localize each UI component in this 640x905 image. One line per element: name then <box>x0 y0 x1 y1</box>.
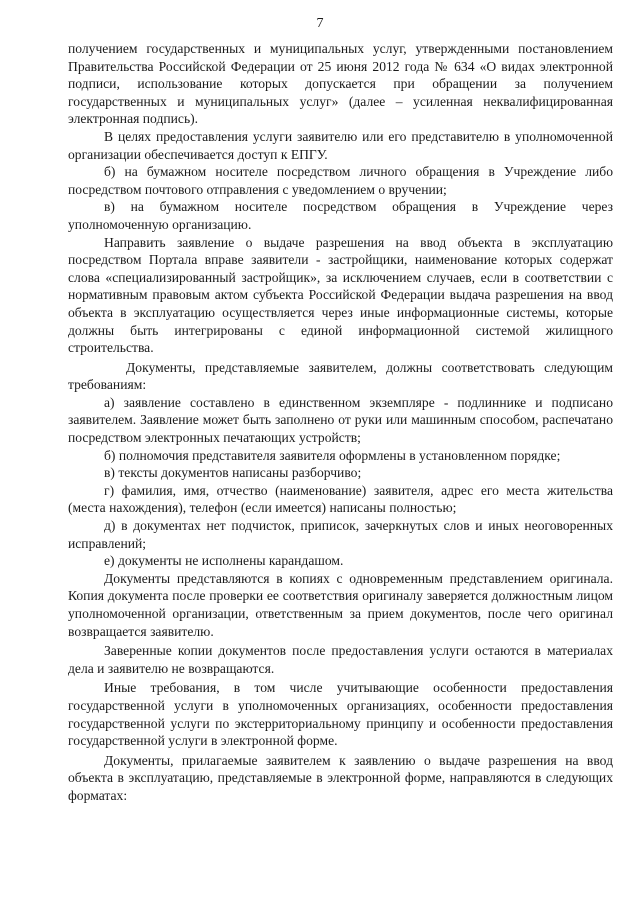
paragraph: В целях предоставления услуги заявителю или его представителю в уполномоченной организации обеспечивается доступ к ЕПГУ. <box>68 128 613 162</box>
paragraph: Иные требования, в том числе учитывающие особенности предоставления государственной услуги в уполномоченных организациях, особенности предоставления государственной услуги по экстерриториальному принципу и особенности предоставления государственной услуги в электронной форме. <box>68 680 613 749</box>
paragraph: в) на бумажном носителе посредством обращения в Учреждение через уполномоченную организацию. <box>68 199 613 232</box>
paragraph: Направить заявление о выдаче разрешения на ввод объекта в эксплуатацию посредством Портала вправе заявители - застройщики, наименование которых содержат слова «специализированный застройщик», за исключением случаев, если в соответствии с нормативным правовым актом субъекта Российской Федерации выдача разрешения на ввод объекта в эксплуатацию осуществляется через иные информационные системы, которые должны быть интегрированы с единой информационной системой жилищного строительства. <box>68 234 613 356</box>
paragraph: б) на бумажном носителе посредством личного обращения в Учреждение либо посредством почтового отправления с уведомлением о вручении; <box>68 164 613 197</box>
paragraph: получением государственных и муниципальных услуг, утвержденными постановлением Правительства Российской Федерации от 25 июня 2012 года № 634 «О видах электронной подписи, использование которых допускается при обращении за получением государственных и муниципальных услуг» (далее – усиленная неквалифицированная электронная подпись). <box>68 41 613 127</box>
paragraph: Документы представляются в копиях с одновременным представлением оригинала. Копия документа после проверки ее соответствия оригиналу заверяется должностным лицом уполномоченной организации, ответственным за прием документов, после чего оригинал возвращается заявителю. <box>68 570 613 639</box>
page-number: 7 <box>316 16 324 31</box>
list-item: е) документы не исполнены карандашом. <box>104 553 344 569</box>
paragraph: Заверенные копии документов после предоставления услуги остаются в материалах дела и заявителю не возвращаются. <box>68 643 613 676</box>
list-item: г) фамилия, имя, отчество (наименование) заявителя, адрес его места жительства (места нахождения), телефон (если имеется) написаны полностью; <box>68 482 613 516</box>
list-item: б) полномочия представителя заявителя оформлены в установленном порядке; <box>104 447 561 463</box>
list-item: д) в документах нет подчисток, приписок, зачеркнутых слов и иных неоговоренных исправлений; <box>68 518 613 551</box>
list-item: а) заявление составлено в единственном экземпляре - подлиннике и подписано заявителем. Заявление может быть заполнено от руки или машинным способом, распечатано посредством электронных печатающих устройств; <box>68 394 613 446</box>
list-item: в) тексты документов написаны разборчиво; <box>104 465 362 481</box>
paragraph: Документы, прилагаемые заявителем к заявлению о выдаче разрешения на ввод объекта в эксплуатацию, представляемые в электронной форме, направляются в следующих форматах: <box>68 752 613 803</box>
paragraph: Документы, представляемые заявителем, должны соответствовать следующим требованиям: <box>68 359 613 393</box>
document-body <box>68 40 613 805</box>
